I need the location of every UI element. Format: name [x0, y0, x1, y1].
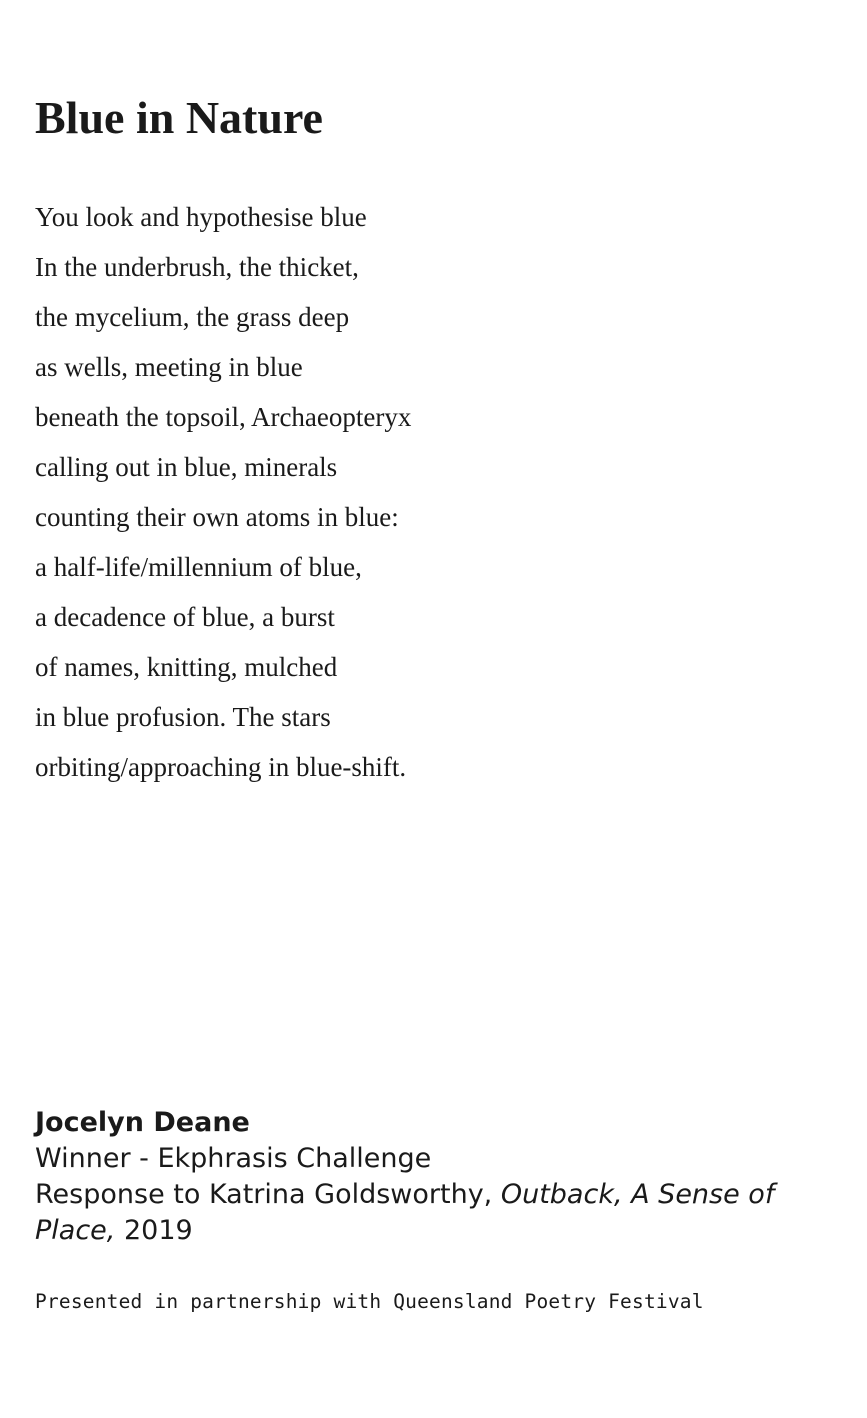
award-line: Winner - Ekphrasis Challenge — [35, 1143, 432, 1174]
artwork-year: 2019 — [115, 1215, 193, 1246]
poem-line: as wells, meeting in blue — [35, 352, 303, 382]
poem-line: calling out in blue, minerals — [35, 452, 338, 482]
poem-line: In the underbrush, the thicket, — [35, 252, 359, 282]
poem-line: You look and hypothesise blue — [35, 202, 367, 232]
poem-line: a half-life/millennium of blue, — [35, 552, 362, 582]
poem-line: of names, knitting, mulched — [35, 652, 338, 682]
author-name: Jocelyn Deane — [35, 1107, 250, 1138]
poem-line: orbiting/approaching in blue-shift. — [35, 752, 407, 782]
poem-credits — [35, 1105, 815, 1249]
response-prefix: Response to Katrina Goldsworthy, — [35, 1179, 501, 1210]
response-line — [35, 1177, 815, 1249]
poem-body — [35, 197, 411, 797]
poem-line: a decadence of blue, a burst — [35, 602, 335, 632]
artwork-title: Outback, A Sense of Place, — [35, 1179, 775, 1246]
poem-line: beneath the topsoil, Archaeopteryx — [35, 402, 412, 432]
partnership-note: Presented in partnership with Queensland Poetry Festival — [35, 1290, 704, 1313]
poem-line: the mycelium, the grass deep — [35, 302, 350, 332]
poem-title: Blue in Nature — [35, 92, 323, 143]
poem-line: counting their own atoms in blue: — [35, 502, 399, 532]
poem-line: in blue profusion. The stars — [35, 702, 331, 732]
